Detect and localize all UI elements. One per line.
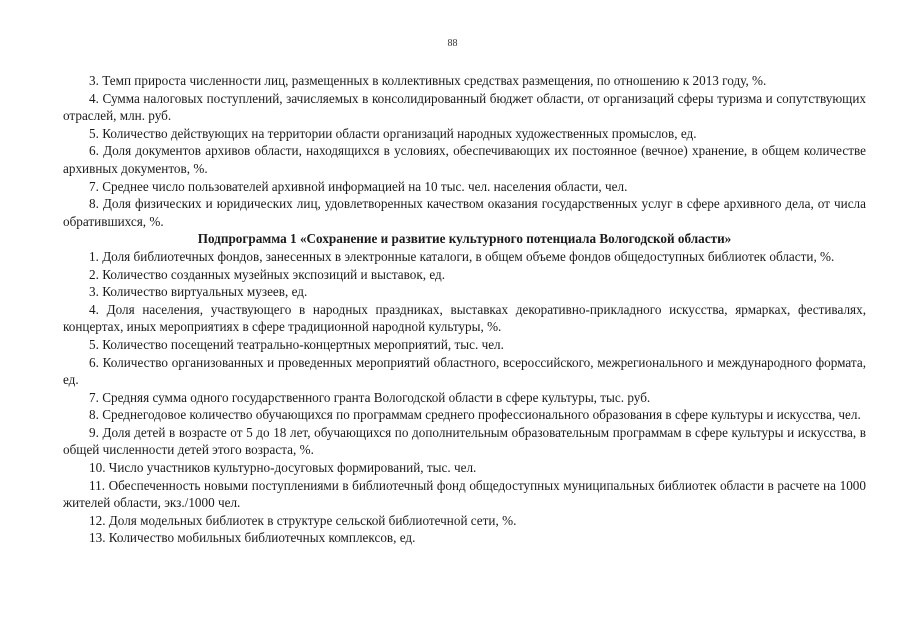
indicator-paragraph: 5. Количество посещений театрально-концертных мероприятий, тыс. чел.: [89, 336, 504, 352]
page-number: 88: [447, 38, 458, 49]
indicator-paragraph: 11. Обеспеченность новыми поступлениями в библиотечный фонд общедоступных муниципальных библиотек области в расчете на 1000 жителей области, экз./1000 чел.: [63, 477, 866, 511]
indicator-paragraph: 4. Доля населения, участвующего в народных праздниках, выставках декоративно-прикладного искусства, ярмарках, фестивалях, концертах, иных мероприятиях в сфере традиционной народной культуры, %.: [63, 301, 866, 335]
indicator-paragraph: 8. Среднегодовое количество обучающихся по программам среднего профессионального образования в сфере культуры и искусства, чел.: [89, 407, 861, 423]
indicator-paragraph: 7. Средняя сумма одного государственного гранта Вологодской области в сфере культуры, тыс. руб.: [89, 389, 651, 405]
subprogram-heading: Подпрограмма 1 «Сохранение и развитие культурного потенциала Вологодской области»: [197, 231, 732, 247]
indicator-paragraph: 6. Количество организованных и проведенных мероприятий областного, всероссийского, межрегионального и международного формата, ед.: [63, 354, 866, 388]
indicator-paragraph: 6. Доля документов архивов области, находящихся в условиях, обеспечивающих их постоянное (вечное) хранение, в общем количестве архивных документов, %.: [63, 143, 866, 176]
indicator-paragraph: 7. Среднее число пользователей архивной информацией на 10 тыс. чел. населения области, чел.: [89, 178, 628, 194]
indicator-paragraph: 2. Количество созданных музейных экспозиций и выставок, ед.: [89, 266, 446, 282]
indicator-paragraph: 3. Количество виртуальных музеев, ед.: [89, 284, 308, 300]
indicator-paragraph: 9. Доля детей в возрасте от 5 до 18 лет, обучающихся по дополнительным образовательным программам в сфере культуры и искусства, в общей численности детей этого возраста, %.: [63, 424, 866, 458]
indicator-paragraph: 10. Число участников культурно-досуговых формирований, тыс. чел.: [89, 460, 477, 476]
indicator-paragraph: 5. Количество действующих на территории области организаций народных художественных промыслов, ед.: [89, 125, 697, 141]
document-body: [63, 72, 866, 547]
indicator-paragraph: 3. Темп прироста численности лиц, размещенных в коллективных средствах размещения, по отношению к 2013 году, %.: [89, 73, 767, 88]
indicator-paragraph: 13. Количество мобильных библиотечных комплексов, ед.: [89, 530, 416, 546]
indicator-paragraph: 4. Сумма налоговых поступлений, зачисляемых в консолидированный бюджет области, от организаций сферы туризма и сопутствующих отраслей, млн. руб.: [63, 90, 866, 124]
indicator-paragraph: 1. Доля библиотечных фондов, занесенных в электронные каталоги, в общем объеме фондов общедоступных библиотек области, %.: [89, 248, 835, 264]
indicator-paragraph: 12. Доля модельных библиотек в структуре сельской библиотечной сети, %.: [89, 512, 517, 528]
indicator-paragraph: 8. Доля физических и юридических лиц, удовлетворенных качеством оказания государственных услуг в сфере архивного дела, от числа обратившихся, %.: [63, 196, 866, 229]
